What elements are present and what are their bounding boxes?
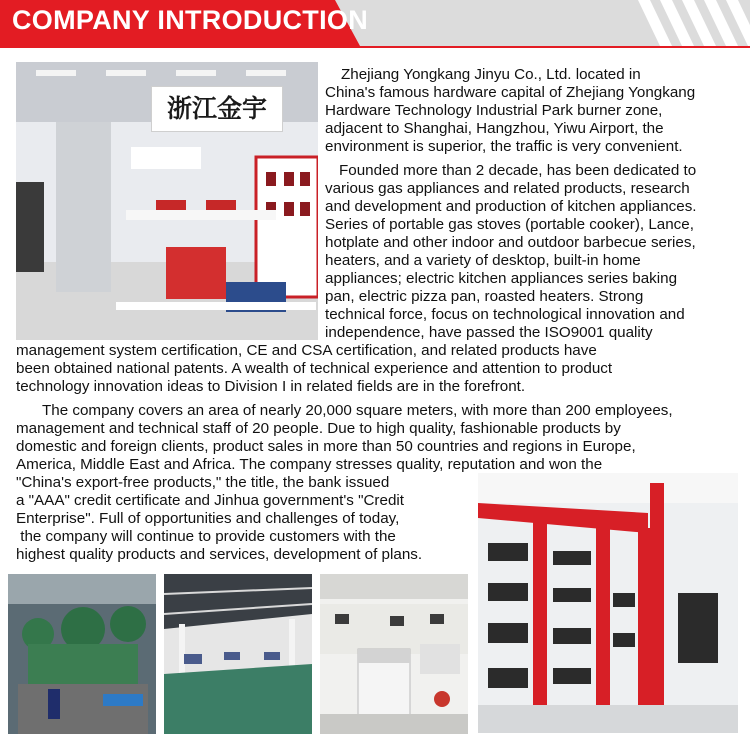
header-underline [0, 46, 750, 48]
intro-text-right [325, 66, 750, 342]
paragraph-2 [325, 162, 750, 342]
intro-text-full [16, 342, 750, 474]
text-line: highest quality products and services, development of plans. [16, 546, 423, 563]
text-line: "China's export-free products," the title, the bank issued [16, 474, 390, 491]
section-header [0, 0, 750, 46]
text-line: appliances; electric kitchen appliances series baking [325, 270, 678, 287]
text-line: China's famous hardware capital of Zhejiang Yongkang [325, 84, 696, 101]
text-line: Hardware Technology Industrial Park burner zone, [325, 102, 663, 119]
section-title: COMPANY INTRODUCTION [12, 5, 368, 35]
intro-text-left [16, 474, 486, 564]
text-line: and development and production of kitchen appliances. [325, 198, 697, 215]
text-line: technology innovation ideas to Division I in related fields are in the forefront. [16, 378, 526, 395]
text-line: Series of portable gas stoves (portable cooker), Lance, [325, 216, 694, 233]
text-line: been obtained national patents. A wealth of technical experience and attention to product [16, 360, 613, 377]
text-line: technical force, focus on technological innovation and [325, 306, 685, 323]
text-line: domestic and foreign clients, product sales in more than 50 countries and regions in Europe, [16, 438, 636, 455]
factory-machinery-photo [8, 574, 156, 734]
text-line: independence, have passed the ISO9001 quality [325, 324, 653, 341]
text-line: Zhejiang Yongkang Jinyu Co., Ltd. located in [341, 66, 641, 83]
text-line: The company covers an area of nearly 20,000 square meters, with more than 200 employees, [42, 402, 673, 419]
showroom-photo [16, 62, 318, 340]
text-line: various gas appliances and related products, research [325, 180, 690, 197]
text-line: management system certification, CE and CSA certification, and related products have [16, 342, 597, 359]
text-line: management and technical staff of 20 people. Due to high quality, fashionable products by [16, 420, 621, 437]
product-display-photo [478, 473, 738, 733]
warehouse-photo [164, 574, 312, 734]
text-line: America, Middle East and Africa. The company stresses quality, reputation and won the [16, 456, 603, 473]
showroom-sign: 浙江金宇 [151, 86, 283, 132]
text-line: heaters, and a variety of desktop, built-in home [325, 252, 641, 269]
text-line: the company will continue to provide customers with the [16, 528, 396, 545]
text-line: Enterprise". Full of opportunities and challenges of today, [16, 510, 400, 527]
text-line: environment is superior, the traffic is very convenient. [325, 138, 683, 155]
decorative-stripes-icon [630, 0, 750, 46]
text-line: hotplate and other indoor and outdoor barbecue series, [325, 234, 696, 251]
paragraph-1 [325, 66, 750, 156]
text-line: adjacent to Shanghai, Hangzhou, Yiwu Airport, the [325, 120, 664, 137]
paragraph-3 [16, 402, 750, 474]
office-photo [320, 574, 468, 734]
text-line: a "AAA" credit certificate and Jinhua government's "Credit [16, 492, 404, 509]
text-line: Founded more than 2 decade, has been dedicated to [339, 162, 697, 179]
text-line: pan, electric pizza pan, roasted heaters. Strong [325, 288, 644, 305]
